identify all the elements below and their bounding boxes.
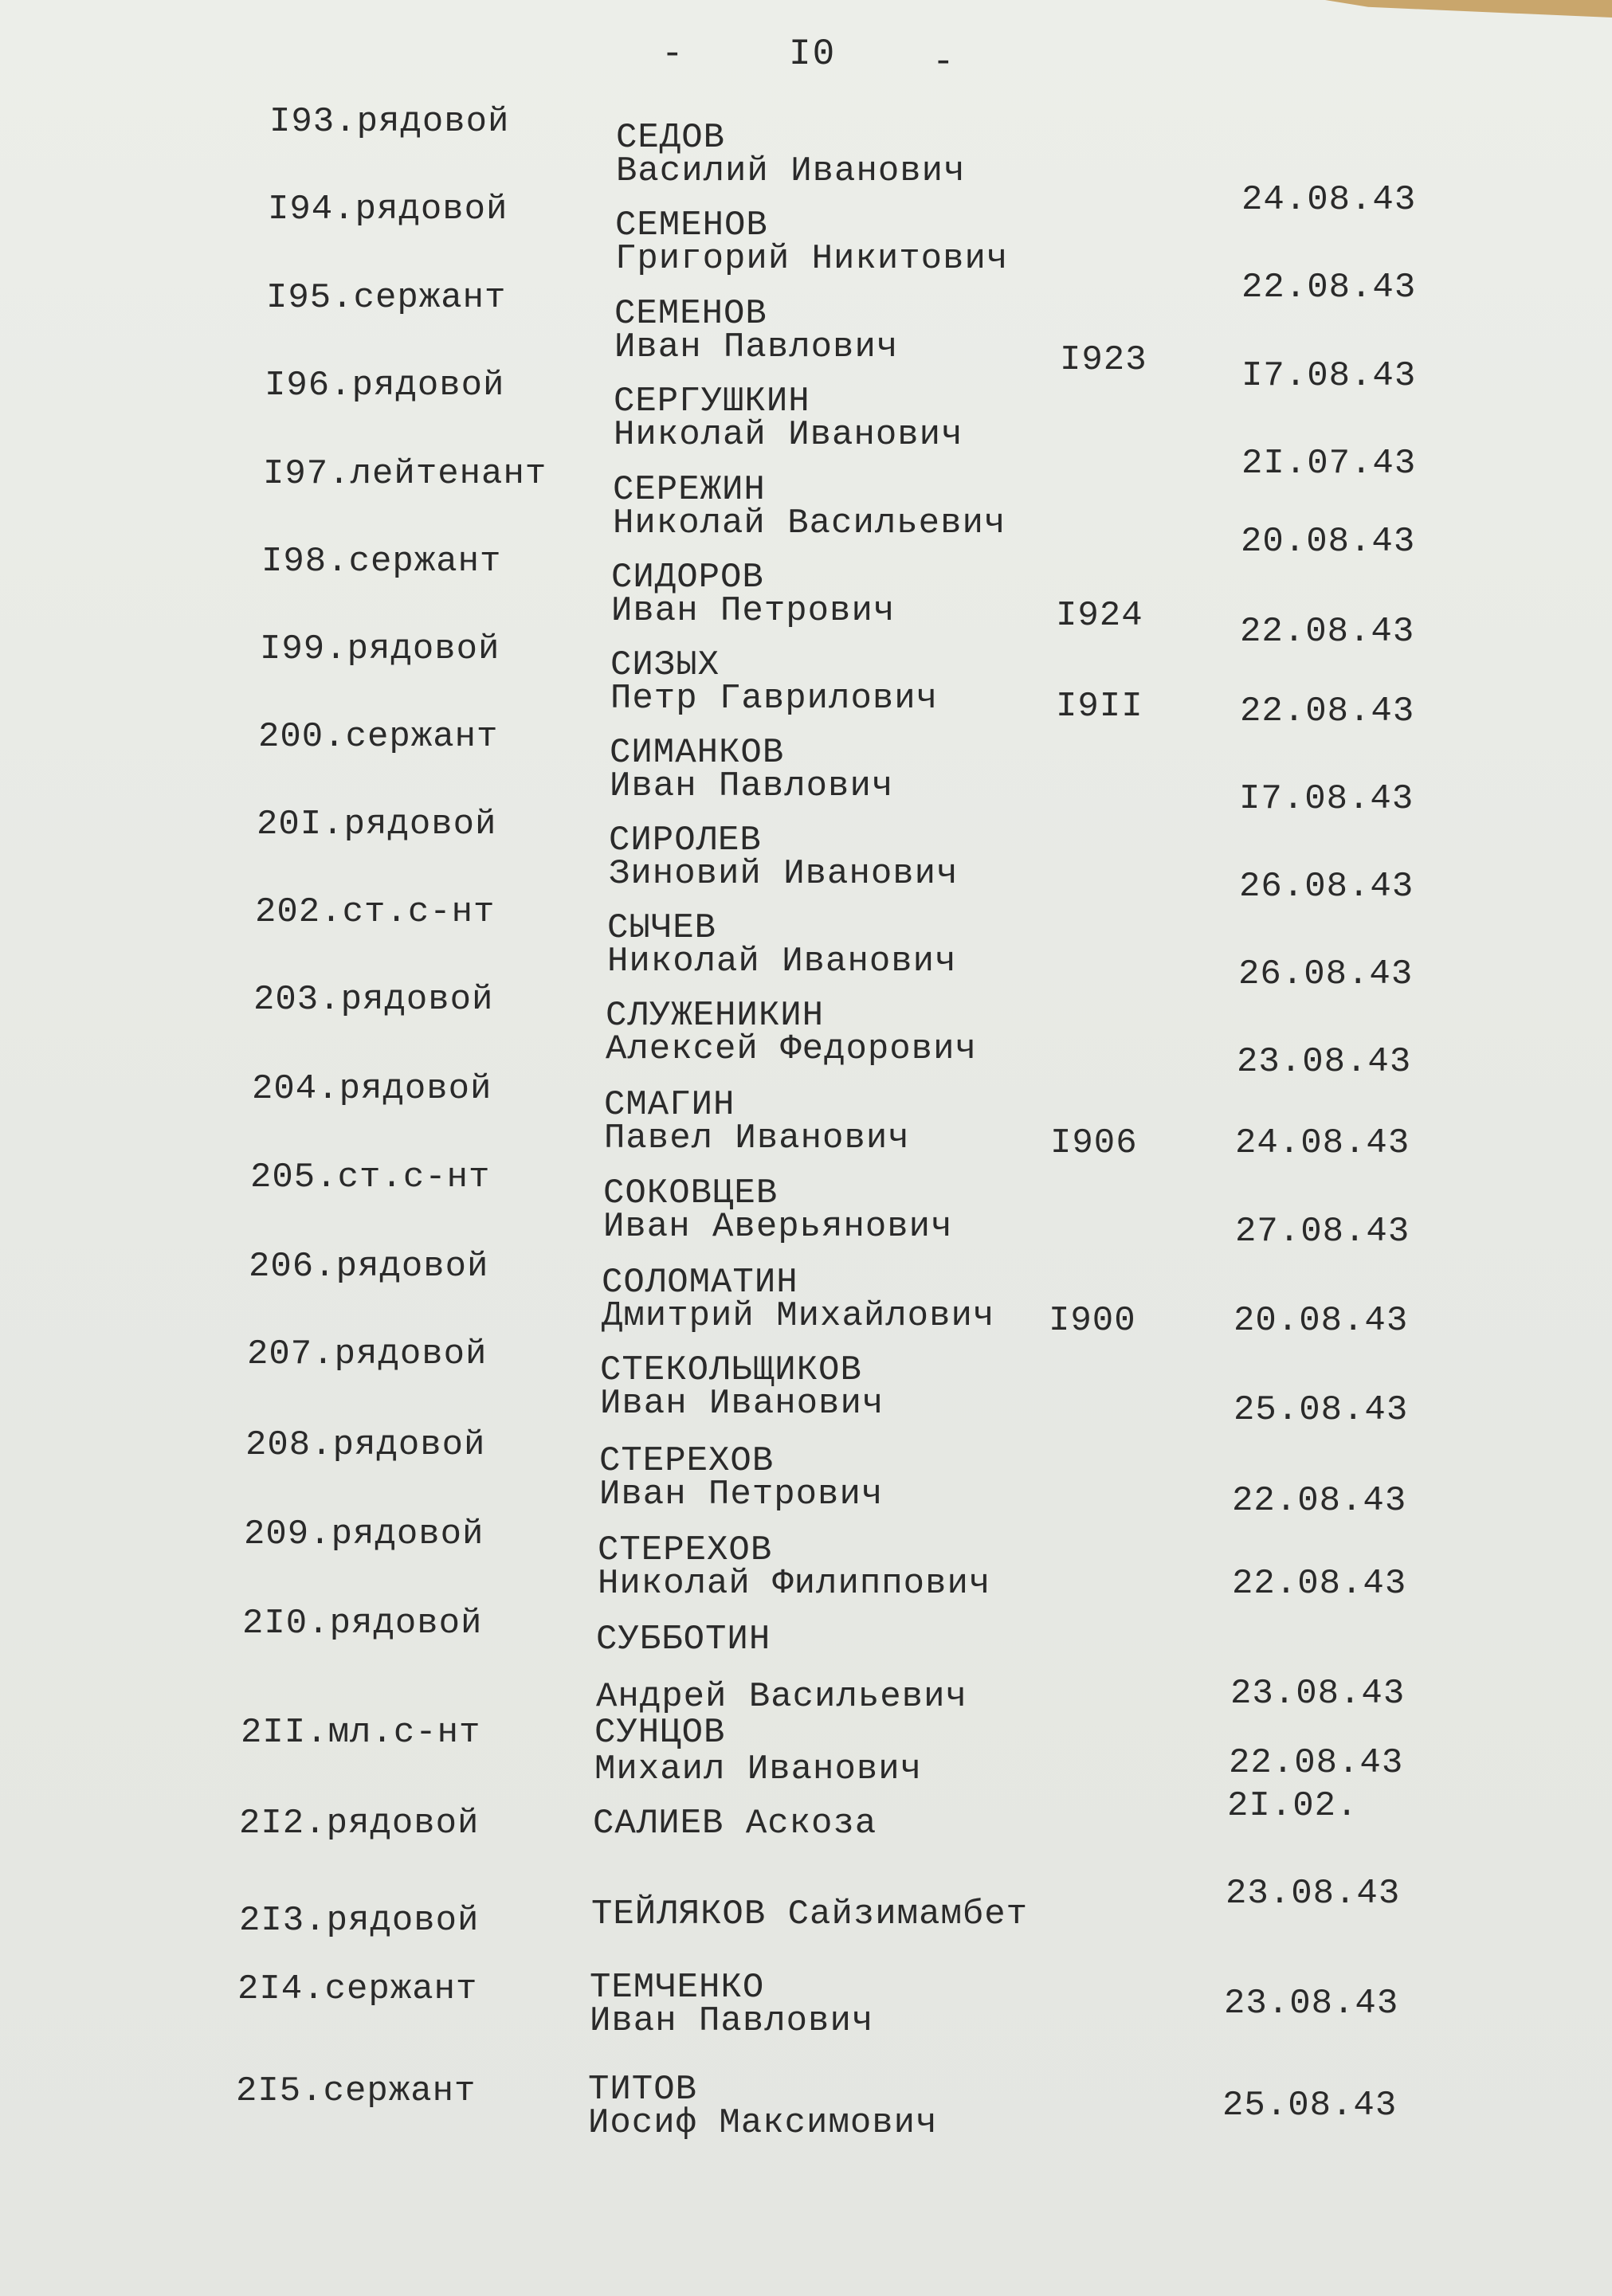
- entry-surname: СТЕКОЛЬЩИКОВ: [600, 1350, 862, 1390]
- entry-rank: 206.рядовой: [249, 1247, 489, 1287]
- entry-surname: СТЕРЕХОВ: [598, 1530, 773, 1570]
- entry-given-name: Дмитрий Михайлович: [602, 1296, 995, 1336]
- entry-given-name: Петр Гаврилович: [610, 679, 939, 719]
- entry-birth-year: I906: [1050, 1123, 1138, 1163]
- entry-given-name: Зиновий Иванович: [609, 854, 959, 894]
- entry-given-name: Иван Павлович: [590, 2001, 874, 2041]
- list-entry: [0, 805, 1612, 907]
- entry-date: 22.08.43: [1240, 692, 1415, 731]
- entry-date: 22.08.43: [1229, 1743, 1404, 1783]
- entry-given-name: Иван Петрович: [599, 1475, 884, 1514]
- entry-rank: 2I3.рядовой: [239, 1901, 480, 1941]
- entry-given-name: Николай Филиппович: [598, 1564, 991, 1604]
- entry-surname: СЕМЕНОВ: [614, 294, 767, 334]
- entry-surname: СУББОТИН: [596, 1620, 771, 1659]
- entry-rank: 208.рядовой: [245, 1425, 486, 1465]
- entry-date: 23.08.43: [1230, 1674, 1406, 1714]
- entry-birth-year: I9II: [1056, 687, 1143, 727]
- entry-surname: СОЛОМАТИН: [602, 1263, 798, 1303]
- entry-surname: СИДОРОВ: [611, 558, 764, 598]
- entry-given-name: Михаил Иванович: [594, 1749, 923, 1789]
- list-entry: [0, 980, 1612, 1082]
- page-number-dash-right: -: [932, 41, 956, 83]
- entry-given-name: Иван Павлович: [610, 766, 894, 806]
- entry-surname: САЛИЕВ Аскоза: [593, 1804, 877, 1843]
- entry-given-name: Николай Васильевич: [613, 503, 1006, 543]
- entry-birth-year: I924: [1056, 596, 1143, 636]
- entry-rank: 209.рядовой: [244, 1514, 484, 1554]
- entry-date: 23.08.43: [1224, 1984, 1399, 2024]
- entry-date: 26.08.43: [1239, 867, 1414, 907]
- entry-rank: 202.ст.с-нт: [255, 892, 496, 932]
- entry-rank: 2I4.сержант: [237, 1969, 478, 2009]
- entry-rank: 2I2.рядовой: [239, 1804, 480, 1843]
- entry-rank: I96.рядовой: [265, 366, 505, 406]
- entry-date: 23.08.43: [1237, 1042, 1412, 1082]
- entry-rank: 204.рядовой: [252, 1069, 492, 1109]
- entry-given-name: Иван Иванович: [600, 1384, 884, 1424]
- list-entry: [0, 1514, 1612, 1602]
- list-entry: [0, 1247, 1612, 1341]
- entry-rank: 200.сержант: [258, 717, 499, 757]
- list-entry: [0, 717, 1612, 819]
- entry-rank: I93.рядовой: [269, 102, 510, 142]
- entry-date: 2I.07.43: [1241, 444, 1417, 484]
- entry-date: 2I.02.: [1227, 1786, 1359, 1826]
- entry-rank: I98.сержант: [261, 542, 502, 582]
- entry-surname: СЛУЖЕНИКИН: [606, 996, 825, 1036]
- list-entry: [0, 629, 1612, 731]
- entry-date: 25.08.43: [1222, 2086, 1398, 2126]
- entry-given-name: Иван Аверьянович: [603, 1207, 953, 1247]
- entry-date: 22.08.43: [1240, 612, 1415, 652]
- entry-rank: 2II.мл.с-нт: [241, 1713, 481, 1753]
- entry-rank: 207.рядовой: [247, 1334, 488, 1374]
- entry-rank: I97.лейтенант: [263, 454, 547, 494]
- entry-date: 24.08.43: [1235, 1123, 1410, 1163]
- entry-given-name: Алексей Федорович: [606, 1029, 977, 1069]
- entry-surname: СЕРЕЖИН: [613, 470, 766, 510]
- entry-given-name: Иван Петрович: [611, 591, 896, 631]
- entry-given-name: Николай Иванович: [607, 942, 957, 981]
- entry-date: 25.08.43: [1234, 1390, 1409, 1430]
- entry-birth-year: I900: [1049, 1301, 1136, 1341]
- entry-date: 20.08.43: [1241, 522, 1416, 562]
- entry-surname: СТЕРЕХОВ: [599, 1441, 775, 1481]
- entry-date: 27.08.43: [1235, 1212, 1410, 1252]
- entry-given-name: Иосиф Максимович: [588, 2103, 938, 2143]
- entry-surname: СИМАНКОВ: [610, 733, 785, 773]
- entry-given-name: Григорий Никитович: [615, 239, 1009, 279]
- entry-rank: I99.рядовой: [260, 629, 500, 669]
- entry-rank: 2I0.рядовой: [242, 1604, 483, 1644]
- page-number: I0: [789, 33, 837, 75]
- entry-rank: 205.ст.с-нт: [250, 1158, 491, 1197]
- entry-rank: I94.рядовой: [268, 190, 508, 229]
- entry-given-name: Иван Павлович: [614, 327, 899, 367]
- entry-date: 22.08.43: [1241, 268, 1417, 308]
- entry-date: I7.08.43: [1241, 356, 1417, 396]
- entry-date: 22.08.43: [1232, 1481, 1407, 1521]
- list-entry: [0, 1969, 1612, 2057]
- list-entry: [0, 1604, 1612, 1717]
- entry-date: 22.08.43: [1232, 1564, 1407, 1604]
- entry-surname: СЕРГУШКИН: [614, 382, 810, 421]
- entry-date: I7.08.43: [1239, 779, 1414, 819]
- list-entry: [0, 1158, 1612, 1252]
- list-entry: [0, 1713, 1612, 1800]
- entry-surname: ТЕМЧЕНКО: [590, 1968, 765, 2008]
- entry-surname: СОКОВЦЕВ: [603, 1173, 779, 1213]
- entry-given-name: Николай Иванович: [614, 415, 963, 455]
- entry-surname: СЫЧЕВ: [607, 908, 717, 948]
- entry-rank: I95.сержант: [266, 278, 507, 318]
- entry-surname: СИЗЫХ: [610, 645, 720, 685]
- entry-date: 24.08.43: [1241, 180, 1417, 220]
- list-entry: [0, 1425, 1612, 1521]
- page-number-dash-left: -: [661, 33, 685, 75]
- list-entry: [0, 1069, 1612, 1163]
- entry-rank: 2I5.сержант: [236, 2071, 477, 2111]
- entry-surname: СЕДОВ: [616, 118, 726, 158]
- entry-surname: ТИТОВ: [588, 2070, 698, 2110]
- entry-date: 26.08.43: [1238, 954, 1414, 994]
- entry-given-name: Андрей Васильевич: [596, 1677, 967, 1717]
- entry-surname: СИРОЛЕВ: [609, 821, 762, 860]
- list-entry: [0, 2071, 1612, 2159]
- entry-surname: СМАГИН: [604, 1085, 735, 1125]
- entry-given-name: Василий Иванович: [616, 151, 966, 191]
- entry-birth-year: I923: [1060, 340, 1147, 380]
- entry-surname: СЕМЕНОВ: [615, 206, 768, 245]
- entry-surname: СУНЦОВ: [594, 1713, 726, 1753]
- list-entry: [0, 1334, 1612, 1430]
- list-entry: [0, 892, 1612, 994]
- entry-rank: 203.рядовой: [253, 980, 494, 1020]
- background-edge: [1325, 0, 1612, 18]
- entry-date: 23.08.43: [1226, 1874, 1401, 1914]
- entry-rank: 20I.рядовой: [257, 805, 497, 844]
- entry-given-name: Павел Иванович: [604, 1119, 910, 1158]
- entry-date: 20.08.43: [1234, 1301, 1409, 1341]
- entry-surname: ТЕЙЛЯКОВ Сайзимамбет: [591, 1894, 1029, 1934]
